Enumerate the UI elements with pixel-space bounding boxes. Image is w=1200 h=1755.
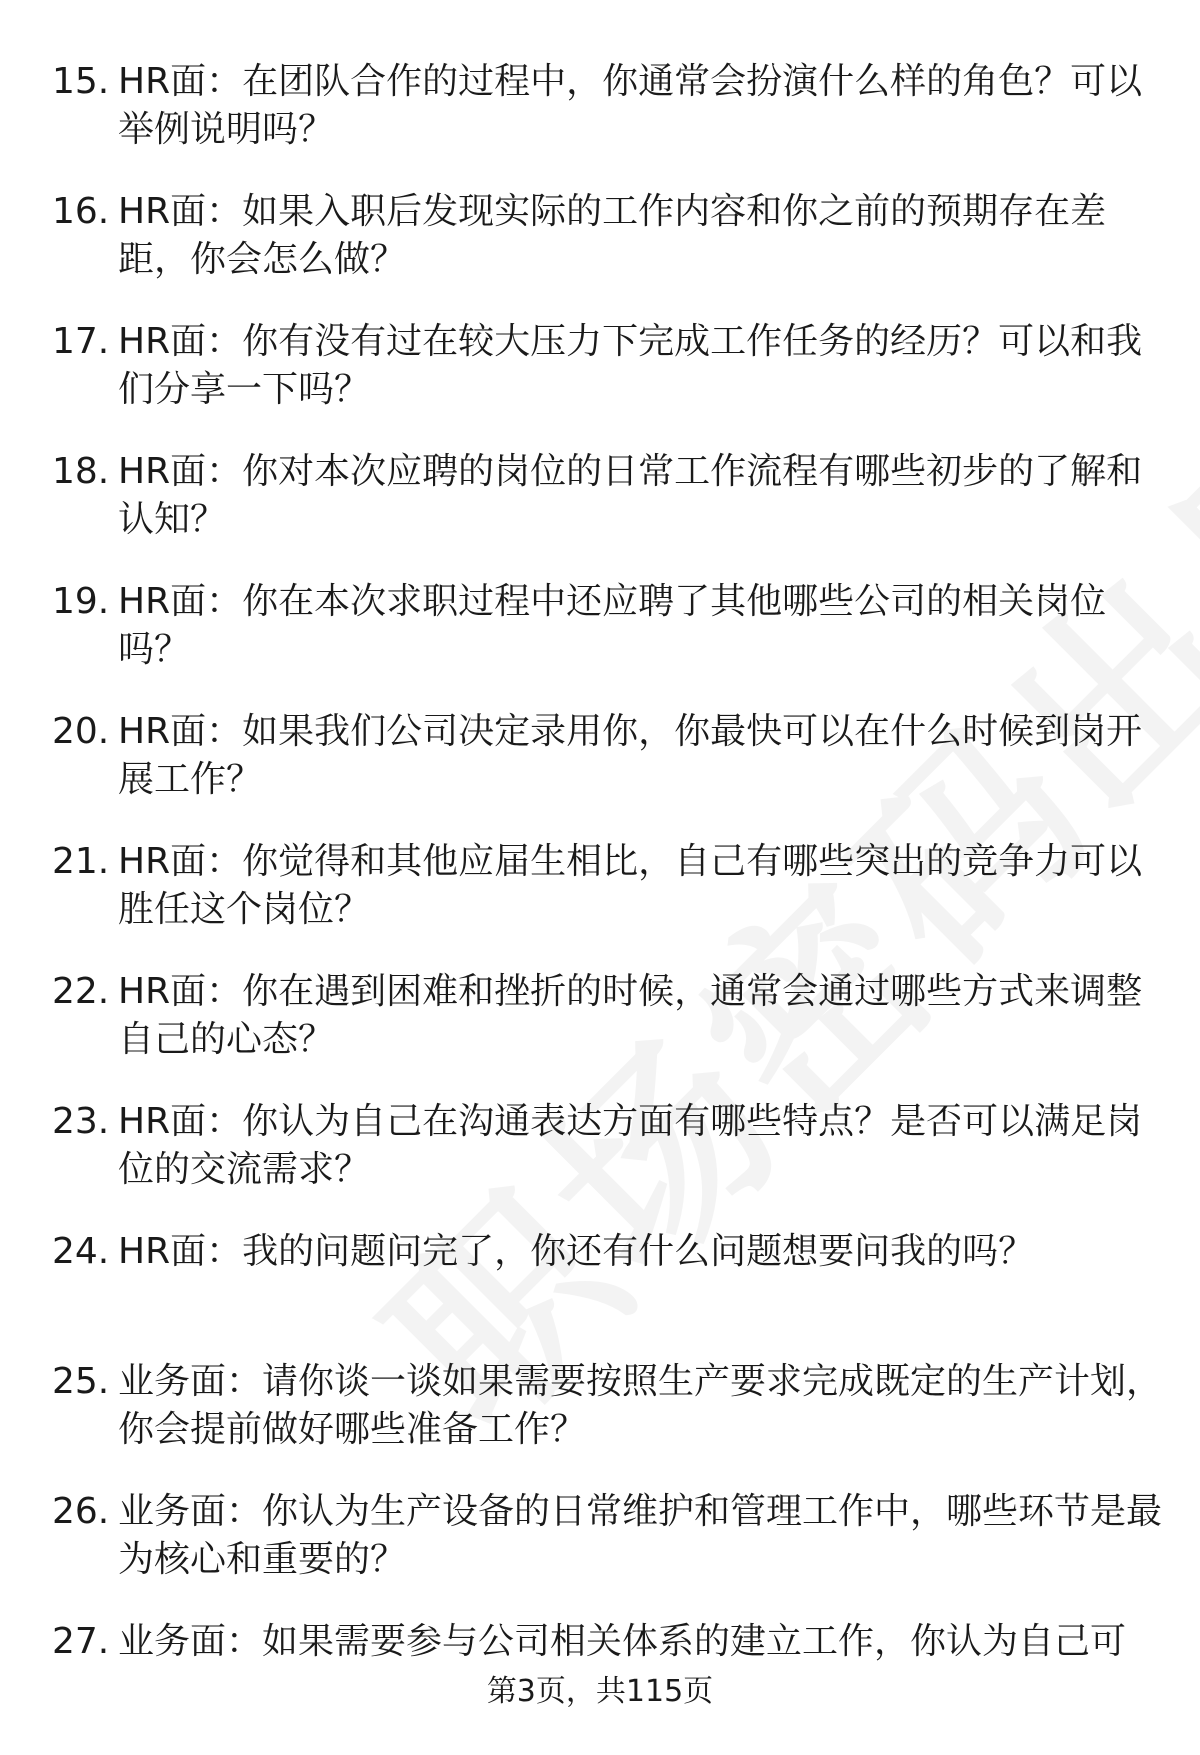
list-item [52,578,1162,674]
question-text: HR面：如果我们公司决定录用你，你最快可以在什么时候到岗开展工作？ [118,711,1143,800]
question-number: 24. [52,1231,110,1272]
question-number: 20. [52,711,110,752]
question-number: 15. [52,61,110,102]
list-item [52,968,1162,1064]
question-number: 23. [52,1101,110,1142]
question-number: 16. [52,191,110,232]
question-number: 18. [52,451,110,492]
page-footer: 第3页，共115页 [486,1674,714,1709]
question-text: 业务面：你认为生产设备的日常维护和管理工作中，哪些环节是最为核心和重要的？ [118,1491,1162,1580]
question-text: HR面：你觉得和其他应届生相比，自己有哪些突出的竞争力可以胜任这个岗位？ [118,841,1143,930]
question-text: HR面：你对本次应聘的岗位的日常工作流程有哪些初步的了解和认知？ [118,451,1143,540]
question-number: 19. [52,581,110,622]
list-item [52,1098,1162,1194]
list-item [52,838,1162,934]
list-item [52,318,1162,414]
list-item [52,708,1162,804]
list-item [52,1488,1162,1584]
list-item [52,1228,1162,1324]
question-text: 业务面：请你谈一谈如果需要按照生产要求完成既定的生产计划，你会提前做好哪些准备工作？ [118,1361,1162,1450]
question-text: 业务面：如果需要参与公司相关体系的建立工作，你认为自己可 [118,1621,1127,1662]
question-text: HR面：你有没有过在较大压力下完成工作任务的经历？可以和我们分享一下吗？ [118,321,1143,410]
list-item [52,58,1162,154]
question-text: HR面：如果入职后发现实际的工作内容和你之前的预期存在差距，你会怎么做？ [118,191,1107,280]
list-item [52,448,1162,544]
question-number: 21. [52,841,110,882]
question-text: HR面：你在遇到困难和挫折的时候，通常会通过哪些方式来调整自己的心态？ [118,971,1143,1060]
question-text: HR面：你在本次求职过程中还应聘了其他哪些公司的相关岗位吗？ [118,581,1107,670]
list-item [52,188,1162,284]
question-text: HR面：在团队合作的过程中，你通常会扮演什么样的角色？可以举例说明吗？ [118,61,1143,150]
question-text: HR面：我的问题问完了，你还有什么问题想要问我的吗？ [118,1231,1035,1272]
list-item [52,1358,1162,1454]
question-number: 22. [52,971,110,1012]
question-list [52,58,1162,1748]
question-text: HR面：你认为自己在沟通表达方面有哪些特点？是否可以满足岗位的交流需求？ [118,1101,1143,1190]
question-number: 27. [52,1621,110,1662]
question-number: 26. [52,1491,110,1532]
question-number: 17. [52,321,110,362]
question-number: 25. [52,1361,110,1402]
